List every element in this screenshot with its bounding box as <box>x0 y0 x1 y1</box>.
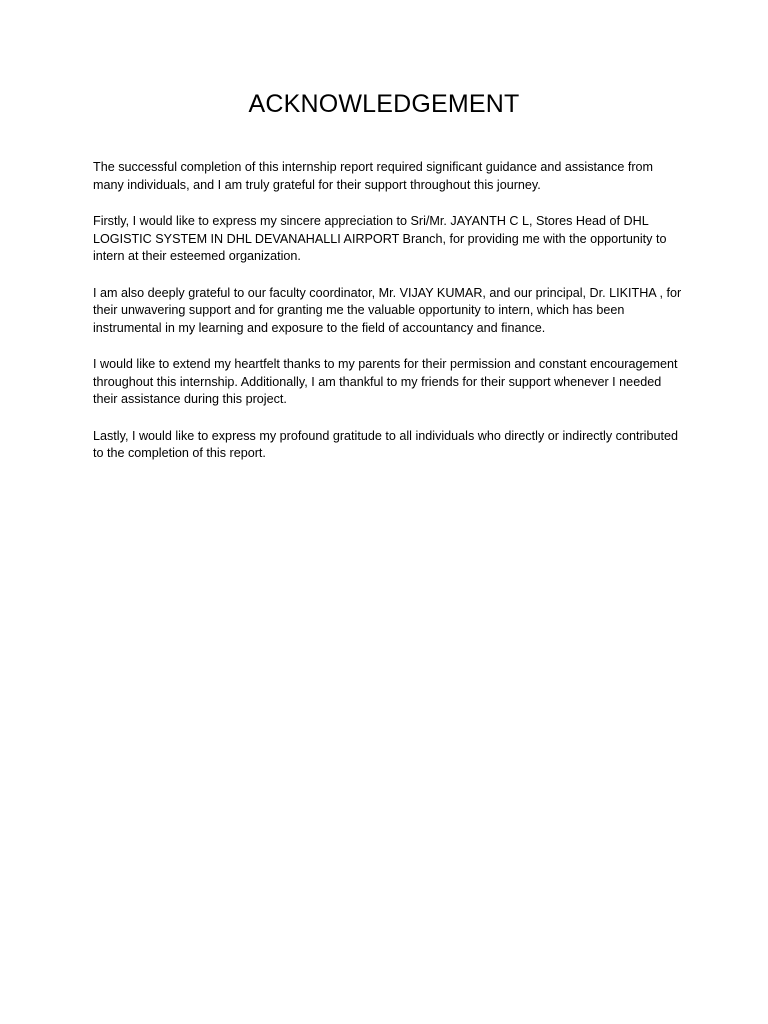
page-title: ACKNOWLEDGEMENT <box>248 90 520 118</box>
document-body <box>93 159 683 463</box>
paragraph-family-thanks: I would like to extend my heartfelt thanks to my parents for their permission and constant encouragement throughout this internship. Additionally, I am thankful to my friends for their support whenever I needed their assistance during this project. <box>93 357 678 406</box>
paragraph-intro: The successful completion of this internship report required significant guidance and assistance from many individuals, and I am truly grateful for their support throughout this journey. <box>93 160 654 192</box>
paragraph-closing: Lastly, I would like to express my profound gratitude to all individuals who directly or indirectly contributed to the completion of this report. <box>93 428 678 460</box>
paragraph-supervisor-thanks: Firstly, I would like to express my sincere appreciation to Sri/Mr. JAYANTH C L, Stores Head of DHL LOGISTIC SYSTEM IN DHL DEVANAHALLI AIRPORT Branch, for providing me with the opportunity to intern at their esteemed organization. <box>93 214 667 263</box>
paragraph-faculty-thanks: I am also deeply grateful to our faculty coordinator, Mr. VIJAY KUMAR, and our principal, Dr. LIKITHA , for their unwavering support and for granting me the valuable opportunity to intern, which has been instrumental in my learning and exposure to the field of accountancy and finance. <box>93 285 682 335</box>
